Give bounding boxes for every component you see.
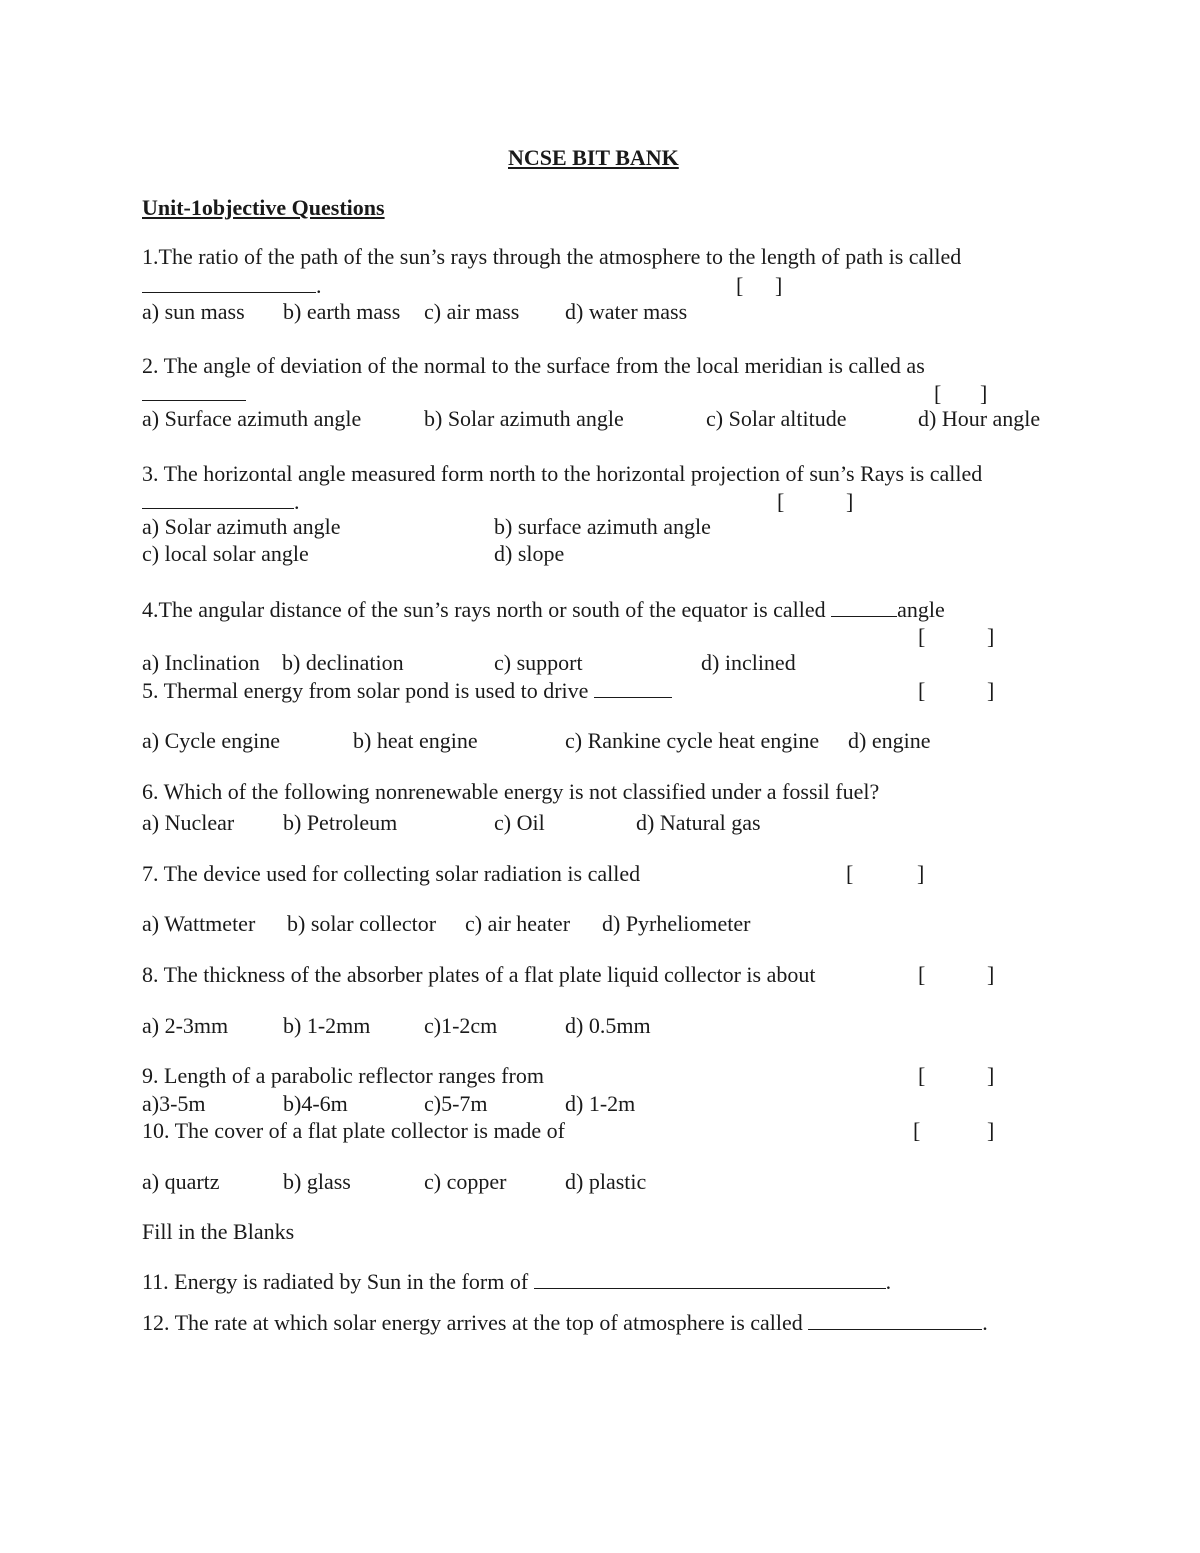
question-12-stem: 12. The rate at which solar energy arrives at the top of atmosphere is called (142, 1310, 803, 1335)
option-b: b) heat engine (353, 728, 478, 753)
option-c: c) air mass (424, 299, 520, 324)
answer-bracket-close: ] (987, 1063, 995, 1088)
option-a: a) 2-3mm (142, 1013, 229, 1038)
answer-blank (142, 274, 316, 293)
question-5-text (142, 678, 672, 704)
option-c: c) Rankine cycle heat engine (565, 728, 820, 753)
page-title: NCSE BIT BANK (508, 145, 679, 170)
answer-bracket-close: ] (917, 861, 925, 886)
answer-bracket-open: [ (918, 678, 926, 703)
question-3-answer-line (142, 489, 300, 515)
answer-bracket-open: [ (777, 489, 785, 514)
question-5-stem: 5. Thermal energy from solar pond is used to drive (142, 678, 589, 703)
option-c: c) copper (424, 1169, 507, 1194)
option-a: a) Cycle engine (142, 728, 281, 753)
period: . (885, 1269, 892, 1294)
answer-bracket-open: [ (918, 1063, 926, 1088)
question-8-text: 8. The thickness of the absorber plates of a flat plate liquid collector is about (142, 962, 816, 987)
option-d: d) slope (494, 541, 565, 566)
option-d: d) water mass (565, 299, 688, 324)
question-6-text: 6. Which of the following nonrenewable energy is not classified under a fossil fuel? (142, 779, 880, 804)
question-11-stem: 11. Energy is radiated by Sun in the form of (142, 1269, 529, 1294)
answer-blank (142, 382, 246, 401)
answer-blank (594, 679, 672, 698)
option-c: c) Oil (494, 810, 545, 835)
answer-blank (534, 1270, 886, 1289)
answer-bracket-close: ] (980, 381, 988, 406)
question-4-suffix: angle (897, 597, 945, 622)
period: . (316, 273, 322, 298)
option-d: d) inclined (701, 650, 796, 675)
question-1-answer-line (142, 273, 322, 299)
answer-bracket-close: ] (846, 489, 854, 514)
option-a: a) sun mass (142, 299, 245, 324)
option-d: d) Natural gas (636, 810, 761, 835)
answer-bracket-open: [ (913, 1118, 921, 1143)
question-3-text: 3. The horizontal angle measured form north to the horizontal projection of sun’s Rays is called (142, 461, 983, 486)
option-c: c) air heater (465, 911, 571, 936)
option-d: d) 0.5mm (565, 1013, 651, 1038)
option-d: d) Hour angle (918, 406, 1041, 431)
question-2-answer-line (142, 381, 246, 407)
fill-in-heading: Fill in the Blanks (142, 1219, 295, 1244)
answer-blank (831, 598, 897, 617)
answer-bracket-open: [ (918, 962, 926, 987)
option-b: b)4-6m (283, 1091, 348, 1116)
option-a: a) quartz (142, 1169, 220, 1194)
question-4-stem: 4.The angular distance of the sun’s rays north or south of the equator is called (142, 597, 826, 622)
question-7-text: 7. The device used for collecting solar radiation is called (142, 861, 641, 886)
option-a: a) Nuclear (142, 810, 235, 835)
option-d: d) engine (848, 728, 931, 753)
answer-bracket-close: ] (775, 273, 783, 298)
answer-bracket-close: ] (987, 962, 995, 987)
option-c: c)1-2cm (424, 1013, 498, 1038)
option-d: d) 1-2m (565, 1091, 636, 1116)
period: . (294, 489, 300, 514)
section-heading: Unit-1objective Questions (142, 195, 385, 220)
option-d: d) Pyrheliometer (602, 911, 751, 936)
answer-bracket-open: [ (736, 273, 744, 298)
answer-bracket-open: [ (934, 381, 942, 406)
question-11-text (142, 1269, 891, 1295)
answer-blank (142, 490, 294, 509)
question-2-text: 2. The angle of deviation of the normal to the surface from the local meridian is called as (142, 353, 925, 378)
option-a: a) Surface azimuth angle (142, 406, 362, 431)
option-a: a) Solar azimuth angle (142, 514, 341, 539)
option-b: b) declination (282, 650, 404, 675)
question-9-text: 9. Length of a parabolic reflector ranges from (142, 1063, 544, 1088)
option-c: c) Solar altitude (706, 406, 847, 431)
question-4-text (142, 597, 945, 623)
option-b: b) solar collector (287, 911, 437, 936)
option-a: a)3-5m (142, 1091, 206, 1116)
option-a: a) Wattmeter (142, 911, 256, 936)
answer-bracket-close: ] (987, 678, 995, 703)
question-12-text (142, 1310, 988, 1336)
answer-bracket-open: [ (918, 624, 926, 649)
answer-bracket-close: ] (987, 624, 995, 649)
option-c: c) support (494, 650, 583, 675)
option-d: d) plastic (565, 1169, 647, 1194)
question-10-text: 10. The cover of a flat plate collector is made of (142, 1118, 565, 1143)
period: . (982, 1310, 988, 1335)
option-b: b) surface azimuth angle (494, 514, 711, 539)
answer-bracket-close: ] (987, 1118, 995, 1143)
option-b: b) glass (283, 1169, 351, 1194)
option-b: b) 1-2mm (283, 1013, 371, 1038)
option-a: a) Inclination (142, 650, 260, 675)
option-b: b) earth mass (283, 299, 401, 324)
option-c: c)5-7m (424, 1091, 488, 1116)
option-b: b) Petroleum (283, 810, 398, 835)
question-1-text: 1.The ratio of the path of the sun’s rays through the atmosphere to the length of path is called (142, 244, 962, 269)
option-c: c) local solar angle (142, 541, 309, 566)
option-b: b) Solar azimuth angle (424, 406, 624, 431)
answer-blank (808, 1311, 982, 1330)
answer-bracket-open: [ (846, 861, 854, 886)
